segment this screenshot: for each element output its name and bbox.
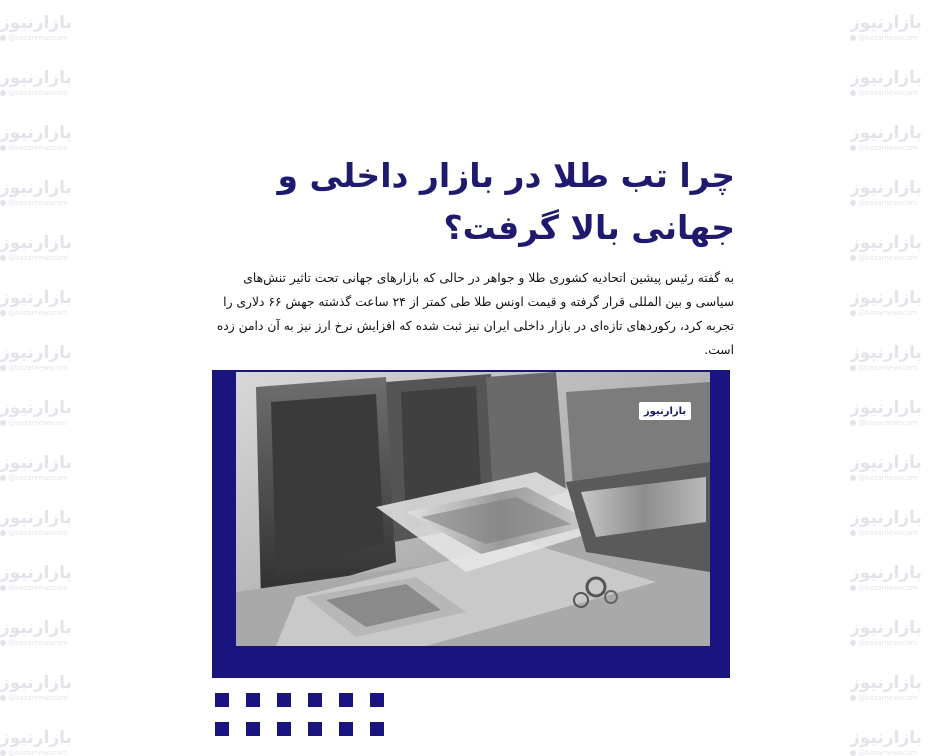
- social-dot-icon: [0, 640, 6, 646]
- watermark-handle: @bazarnewscom: [858, 418, 918, 427]
- watermark-handle-row: [850, 309, 918, 317]
- watermark-handle: @bazarnewscom: [8, 308, 68, 317]
- watermark-logo: بازارنیوز: [0, 617, 72, 638]
- watermark-logo: بازارنیوز: [0, 397, 72, 418]
- social-dot-icon: [850, 530, 856, 536]
- watermark-handle-row: [0, 34, 68, 42]
- watermark-item: [850, 220, 945, 275]
- decorative-square: [308, 693, 322, 707]
- watermark-item: [0, 0, 95, 55]
- social-dot-icon: [0, 695, 6, 701]
- social-dot-icon: [850, 365, 856, 371]
- watermark-handle-row: [850, 419, 918, 427]
- watermark-handle-row: [850, 749, 918, 756]
- watermark-handle-row: [0, 144, 68, 152]
- watermark-handle-row: [850, 529, 918, 537]
- watermark-item: [0, 495, 95, 550]
- watermark-logo: بازارنیوز: [0, 67, 72, 88]
- watermark-handle: @bazarnewscom: [858, 583, 918, 592]
- watermark-logo: بازارنیوز: [0, 177, 72, 198]
- social-dot-icon: [850, 35, 856, 41]
- social-dot-icon: [850, 200, 856, 206]
- watermark-item: [850, 330, 945, 385]
- watermark-logo: بازارنیوز: [0, 507, 72, 528]
- social-dot-icon: [0, 585, 6, 591]
- watermark-handle-row: [850, 639, 918, 647]
- watermark-handle: @bazarnewscom: [8, 528, 68, 537]
- social-dot-icon: [0, 200, 6, 206]
- watermark-logo: بازارنیوز: [850, 617, 922, 638]
- decorative-square: [339, 722, 353, 736]
- social-dot-icon: [850, 255, 856, 261]
- watermark-item: [0, 110, 95, 165]
- watermark-logo: بازارنیوز: [850, 672, 922, 693]
- watermark-logo: بازارنیوز: [0, 562, 72, 583]
- watermark-logo: بازارنیوز: [850, 397, 922, 418]
- watermark-item: [0, 55, 95, 110]
- watermark-item: [850, 165, 945, 220]
- decorative-square: [246, 693, 260, 707]
- social-dot-icon: [0, 310, 6, 316]
- watermark-handle: @bazarnewscom: [8, 143, 68, 152]
- watermark-logo: بازارنیوز: [0, 452, 72, 473]
- watermark-item: [850, 55, 945, 110]
- watermark-handle-row: [0, 694, 68, 702]
- social-dot-icon: [850, 310, 856, 316]
- social-dot-icon: [0, 255, 6, 261]
- watermark-logo: بازارنیوز: [0, 122, 72, 143]
- watermark-handle: @bazarnewscom: [8, 363, 68, 372]
- watermark-handle-row: [0, 199, 68, 207]
- watermark-logo: بازارنیوز: [850, 122, 922, 143]
- watermark-logo: بازارنیوز: [850, 727, 922, 748]
- watermark-logo: بازارنیوز: [850, 12, 922, 33]
- social-dot-icon: [0, 145, 6, 151]
- decorative-square: [370, 693, 384, 707]
- watermark-handle-row: [850, 694, 918, 702]
- watermark-item: [0, 385, 95, 440]
- watermark-handle-row: [850, 474, 918, 482]
- headline: چرا تب طلا در بازار داخلی و جهانی بالا گرفت؟: [277, 156, 735, 247]
- watermark-column-right: [850, 0, 945, 756]
- watermark-item: [0, 440, 95, 495]
- watermark-item: [0, 330, 95, 385]
- social-dot-icon: [850, 90, 856, 96]
- watermark-item: [0, 550, 95, 605]
- watermark-handle-row: [850, 34, 918, 42]
- watermark-handle-row: [850, 364, 918, 372]
- watermark-handle: @bazarnewscom: [858, 693, 918, 702]
- watermark-handle: @bazarnewscom: [8, 473, 68, 482]
- watermark-item: [850, 660, 945, 715]
- decorative-square: [370, 722, 384, 736]
- watermark-handle-row: [0, 529, 68, 537]
- watermark-handle-row: [0, 639, 68, 647]
- watermark-item: [850, 0, 945, 55]
- watermark-logo: بازارنیوز: [850, 287, 922, 308]
- watermark-item: [850, 605, 945, 660]
- watermark-item: [850, 110, 945, 165]
- watermark-item: [0, 605, 95, 660]
- watermark-handle: @bazarnewscom: [858, 528, 918, 537]
- watermark-logo: بازارنیوز: [850, 67, 922, 88]
- social-dot-icon: [850, 695, 856, 701]
- social-dot-icon: [0, 90, 6, 96]
- watermark-handle-row: [0, 309, 68, 317]
- social-dot-icon: [0, 365, 6, 371]
- watermark-handle: @bazarnewscom: [858, 638, 918, 647]
- watermark-item: [850, 550, 945, 605]
- watermark-handle-row: [0, 749, 68, 756]
- social-dot-icon: [0, 750, 6, 756]
- watermark-handle-row: [850, 584, 918, 592]
- decorative-square: [308, 722, 322, 736]
- watermark-logo: بازارنیوز: [0, 672, 72, 693]
- watermark-item: [0, 165, 95, 220]
- watermark-item: [850, 495, 945, 550]
- watermark-handle: @bazarnewscom: [858, 253, 918, 262]
- lead-paragraph: به گفته رئیس پیشین اتحادیه کشوری طلا و جواهر در حالی که بازارهای جهانی تحت تاثیر تنش‌های سیاسی و بین المللی قرار گرفته و قیمت اونس طلا طی کمتر از ۲۴ ساعت گذشته جهش ۶۶ دلاری را تجربه کرد، رکوردهای تازه‌ای در بازار داخلی ایران نیز ثبت شده که افزایش نرخ ارز نیز به آن دامن زده است.: [216, 271, 734, 357]
- decorative-square: [215, 722, 229, 736]
- watermark-logo: بازارنیوز: [850, 342, 922, 363]
- watermark-handle-row: [850, 199, 918, 207]
- watermark-handle-row: [0, 89, 68, 97]
- social-dot-icon: [0, 420, 6, 426]
- watermark-item: [850, 275, 945, 330]
- watermark-logo: بازارنیوز: [0, 287, 72, 308]
- watermark-handle-row: [850, 254, 918, 262]
- watermark-handle: @bazarnewscom: [8, 33, 68, 42]
- decorative-square: [277, 722, 291, 736]
- watermark-logo: بازارنیوز: [0, 12, 72, 33]
- watermark-item: [850, 385, 945, 440]
- decorative-square: [339, 693, 353, 707]
- watermark-logo: بازارنیوز: [0, 342, 72, 363]
- watermark-handle: @bazarnewscom: [858, 88, 918, 97]
- watermark-handle-row: [0, 584, 68, 592]
- watermark-handle: @bazarnewscom: [8, 198, 68, 207]
- watermark-item: [0, 715, 95, 756]
- watermark-logo: بازارنیوز: [850, 232, 922, 253]
- watermark-item: [0, 220, 95, 275]
- watermark-handle: @bazarnewscom: [8, 583, 68, 592]
- watermark-item: [850, 715, 945, 756]
- watermark-handle-row: [0, 364, 68, 372]
- watermark-handle: @bazarnewscom: [8, 693, 68, 702]
- watermark-handle-row: [0, 419, 68, 427]
- watermark-handle: @bazarnewscom: [8, 638, 68, 647]
- social-dot-icon: [850, 640, 856, 646]
- decorative-square: [215, 693, 229, 707]
- watermark-handle: @bazarnewscom: [858, 308, 918, 317]
- watermark-logo: بازارنیوز: [850, 177, 922, 198]
- watermark-logo: بازارنیوز: [850, 507, 922, 528]
- watermark-handle-row: [850, 89, 918, 97]
- decorative-dot-grid: [215, 693, 395, 743]
- watermark-column-left: [0, 0, 95, 756]
- watermark-handle-row: [850, 144, 918, 152]
- decorative-square: [246, 722, 260, 736]
- watermark-logo: بازارنیوز: [850, 562, 922, 583]
- social-dot-icon: [850, 585, 856, 591]
- social-dot-icon: [850, 750, 856, 756]
- social-dot-icon: [850, 420, 856, 426]
- watermark-handle: @bazarnewscom: [858, 143, 918, 152]
- social-dot-icon: [850, 475, 856, 481]
- social-dot-icon: [850, 145, 856, 151]
- watermark-handle: @bazarnewscom: [858, 33, 918, 42]
- watermark-handle-row: [0, 474, 68, 482]
- watermark-handle: @bazarnewscom: [8, 253, 68, 262]
- watermark-item: [0, 660, 95, 715]
- watermark-item: [850, 440, 945, 495]
- watermark-handle: @bazarnewscom: [8, 748, 68, 756]
- watermark-logo: بازارنیوز: [0, 232, 72, 253]
- watermark-handle: @bazarnewscom: [858, 198, 918, 207]
- watermark-handle: @bazarnewscom: [8, 418, 68, 427]
- social-dot-icon: [0, 35, 6, 41]
- watermark-logo: بازارنیوز: [850, 452, 922, 473]
- social-dot-icon: [0, 475, 6, 481]
- watermark-handle: @bazarnewscom: [858, 748, 918, 756]
- decorative-square: [277, 693, 291, 707]
- watermark-handle: @bazarnewscom: [858, 363, 918, 372]
- social-dot-icon: [0, 530, 6, 536]
- watermark-logo: بازارنیوز: [0, 727, 72, 748]
- watermark-handle: @bazarnewscom: [8, 88, 68, 97]
- watermark-handle: @bazarnewscom: [858, 473, 918, 482]
- watermark-handle-row: [0, 254, 68, 262]
- photo-logo-badge: بازارنیوز: [639, 402, 691, 420]
- watermark-item: [0, 275, 95, 330]
